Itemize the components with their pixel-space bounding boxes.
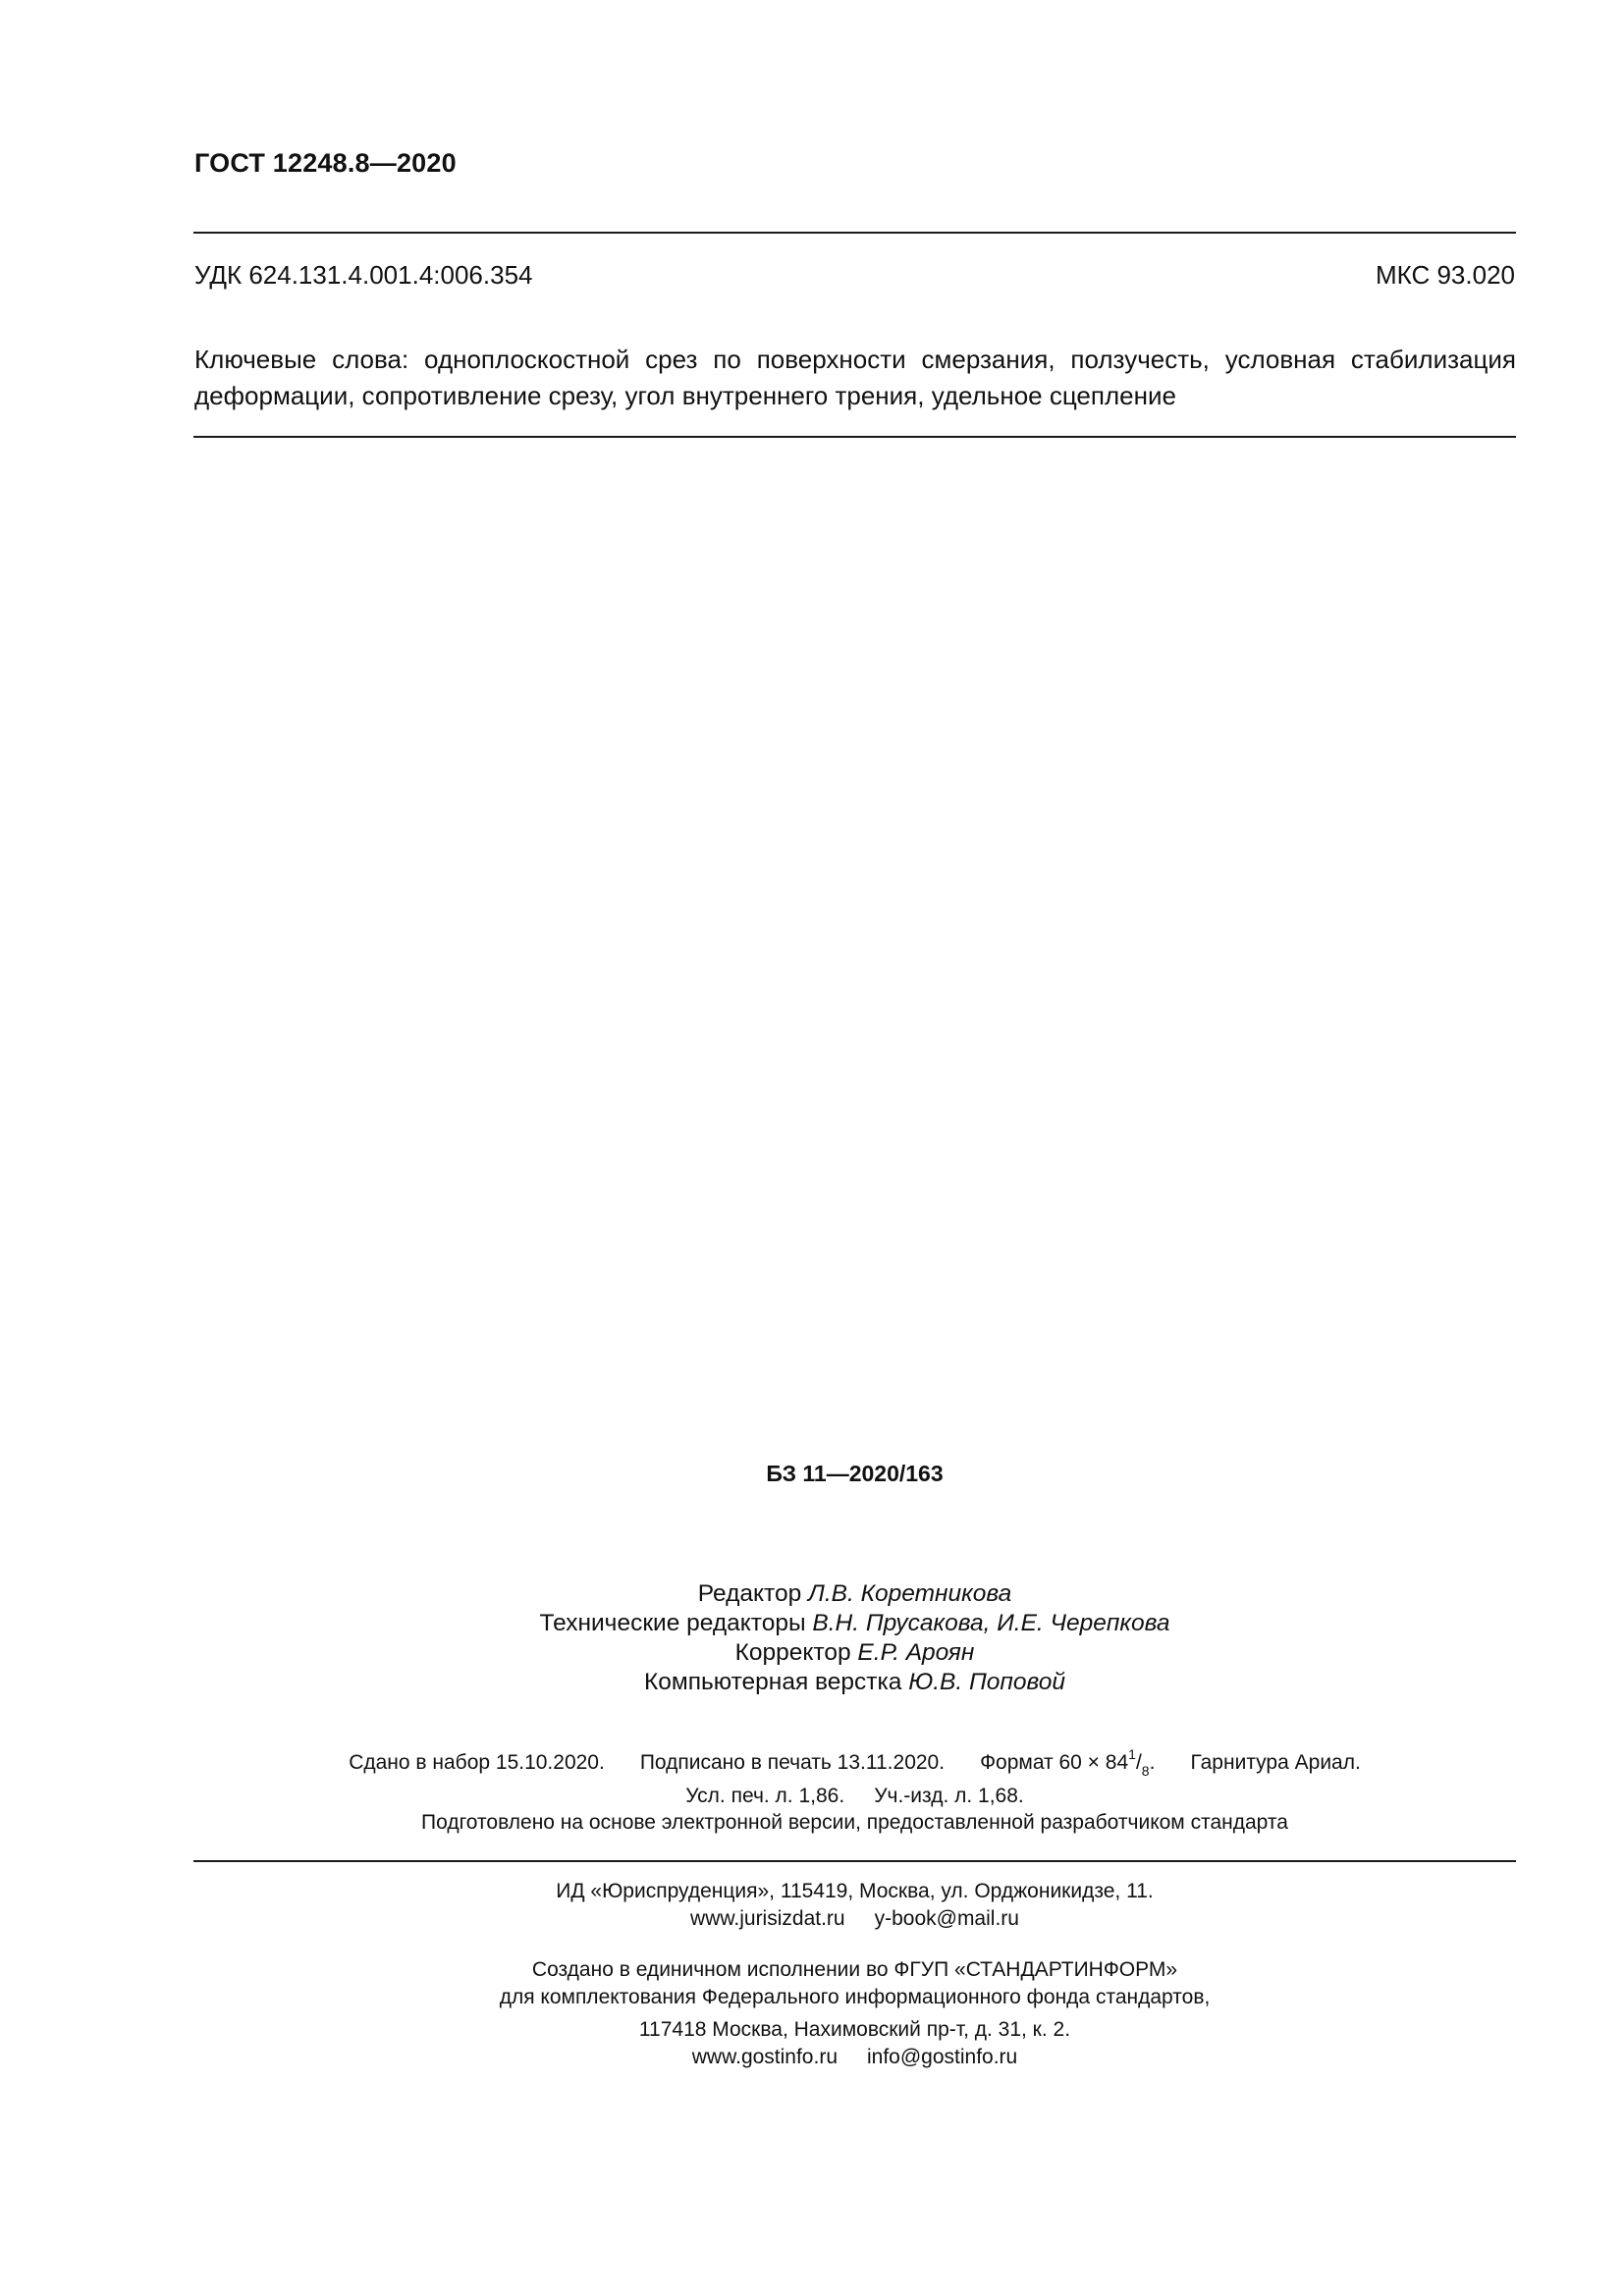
publisher-address: ИД «Юриспруденция», 115419, Москва, ул. Орджоникидзе, 11. <box>556 1880 1154 1902</box>
mks-code: МКС 93.020 <box>1375 260 1515 290</box>
created-line-1: Создано в единичном исполнении во ФГУП «СТАНДАРТИНФОРМ» <box>531 1958 1178 1981</box>
standartinform-address: 117418 Москва, Нахимовский пр-т, д. 31, к. 2. <box>638 2018 1071 2041</box>
publisher-contacts <box>193 1905 1516 1933</box>
created-line-2: для комплектования Федерального информационного фонда стандартов, <box>499 1986 1211 2008</box>
standard-number: ГОСТ 12248.8—2020 <box>194 148 457 178</box>
credit-role: Редактор <box>697 1580 802 1607</box>
keywords-divider <box>193 436 1516 438</box>
standartinform-block <box>193 2016 1516 2071</box>
keywords-paragraph: Ключевые слова: одноплоскостной срез по поверхности смерзания, ползучесть, условная стабилизация деформации, сопротивление срезу, угол внутреннего трения, удельное сцепление <box>194 345 1516 410</box>
credit-name: Ю.В. Поповой <box>908 1669 1065 1695</box>
signed-date: Подписано в печать 13.11.2020. <box>639 1751 946 1774</box>
publisher-sheets: Уч.-изд. л. 1,68. <box>874 1785 1024 1808</box>
imprint-divider <box>193 1860 1516 1862</box>
prepared-note: Подготовлено на основе электронной версии, предоставленной разработчиком стандарта <box>421 1811 1288 1834</box>
credit-role: Корректор <box>734 1639 851 1666</box>
paper-format: Формат $60 \times 84^1/_8$. <box>980 1746 1156 1780</box>
credit-editor <box>193 1579 1516 1609</box>
credits-block <box>193 1579 1516 1697</box>
credit-role: Технические редакторы <box>539 1610 806 1636</box>
typeface: Гарнитура Ариал. <box>1190 1751 1361 1774</box>
gostinfo-email-link[interactable]: info@gostinfo.ru <box>867 2046 1018 2068</box>
submitted-date: Сдано в набор 15.10.2020. <box>349 1751 605 1774</box>
top-divider <box>193 232 1516 234</box>
created-note <box>193 1956 1516 2011</box>
publisher-block <box>193 1878 1516 1933</box>
udk-code: УДК 624.131.4.001.4:006.354 <box>194 260 533 290</box>
print-info-line-2 <box>193 1783 1516 1810</box>
print-info <box>193 1742 1516 1810</box>
print-info-line-1 <box>193 1742 1516 1783</box>
standartinform-contacts <box>193 2044 1516 2071</box>
credit-tech-editors <box>193 1609 1516 1638</box>
bz-number: БЗ 11—2020/163 <box>766 1461 944 1486</box>
credit-layout <box>193 1668 1516 1697</box>
gostinfo-site-link[interactable]: www.gostinfo.ru <box>691 2046 838 2068</box>
credit-name: Е.Р. Ароян <box>857 1639 975 1666</box>
credit-role: Компьютерная верстка <box>643 1669 902 1695</box>
publisher-email-link[interactable]: y-book@mail.ru <box>874 1907 1019 1930</box>
credit-name: Л.В. Коретникова <box>808 1580 1012 1607</box>
credit-proofreader <box>193 1638 1516 1668</box>
credit-name: В.Н. Прусакова, И.Е. Черепкова <box>812 1610 1170 1636</box>
print-sheets: Усл. печ. л. 1,86. <box>685 1785 845 1808</box>
publisher-site-link[interactable]: www.jurisizdat.ru <box>690 1907 845 1930</box>
